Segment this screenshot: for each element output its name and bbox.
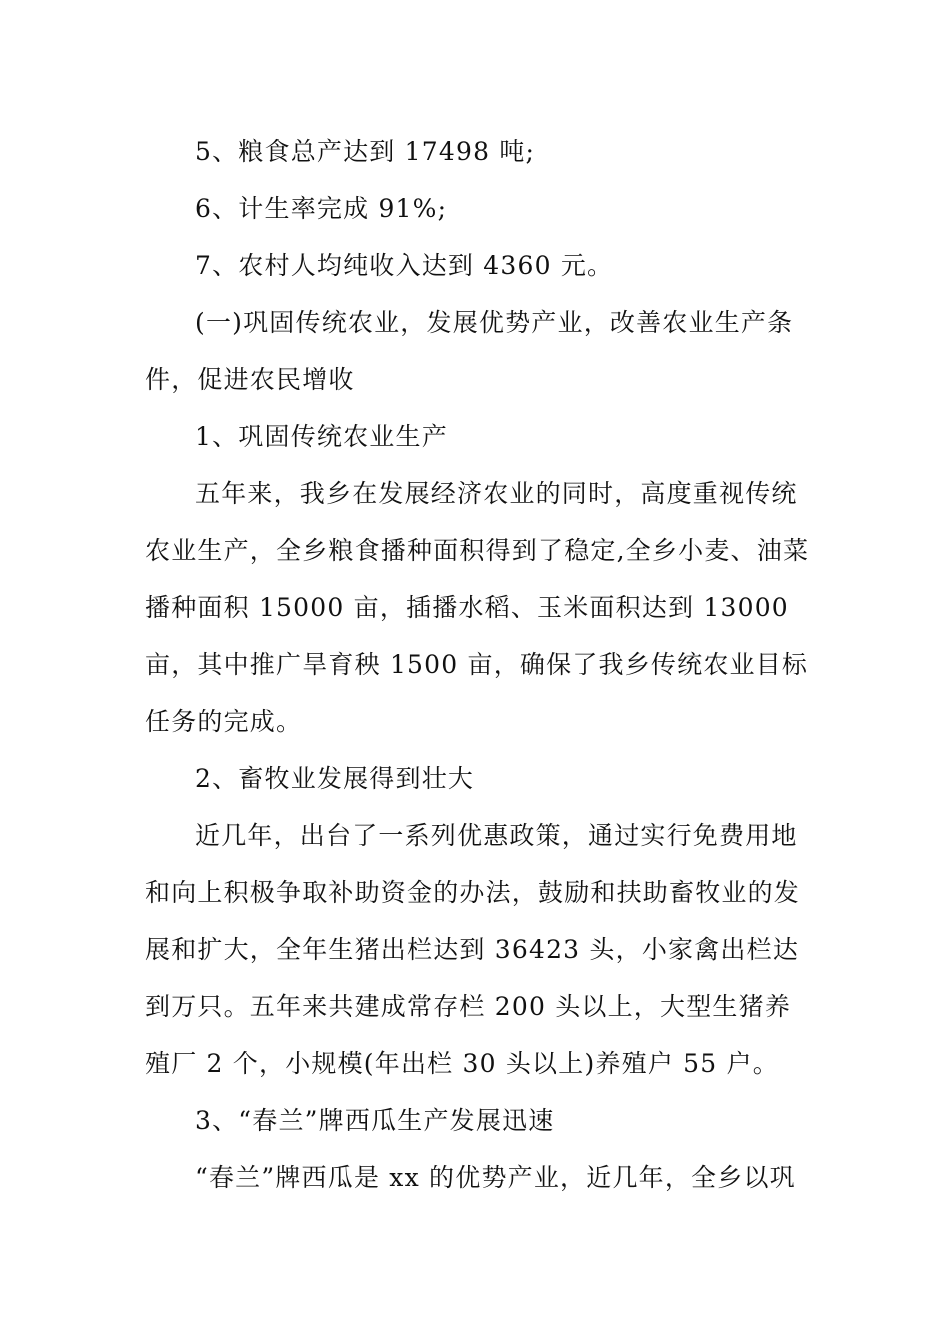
subheading-watermelon: 3、“春兰”牌西瓜生产发展迅速: [195, 1106, 555, 1135]
paragraph-grain-output: 5、粮食总产达到 17498 吨;: [195, 137, 536, 166]
section-heading-agriculture: (一)巩固传统农业，发展优势产业，改善农业生产条件，促进农民增收: [145, 308, 794, 394]
paragraph-animal-husbandry: 近几年，出台了一系列优惠政策，通过实行免费用地和向上积极争取补助资金的办法，鼓励和扶助畜牧业的发展和扩大，全年生猪出栏达到 36423 头，小家禽出栏达到万只。五年来共建成常存栏 200 头以上，大型生猪养殖厂 2 个，小规模(年出栏 30 头以上)养殖户 55 户。: [145, 821, 801, 1078]
paragraph-watermelon: “春兰”牌西瓜是 xx 的优势产业，近几年，全乡以巩: [195, 1163, 796, 1192]
subheading-traditional-agriculture: 1、巩固传统农业生产: [195, 422, 448, 451]
paragraph-rural-income: 7、农村人均纯收入达到 4360 元。: [195, 251, 614, 280]
paragraph-traditional-agriculture: 五年来，我乡在发展经济农业的同时，高度重视传统农业生产，全乡粮食播种面积得到了稳定,全乡小麦、油菜播种面积 15000 亩，插播水稻、玉米面积达到 13000 亩，其中推广旱育秧 1500 亩，确保了我乡传统农业目标任务的完成。: [145, 479, 810, 736]
document-body: [145, 123, 810, 1206]
subheading-animal-husbandry: 2、畜牧业发展得到壮大: [195, 764, 475, 793]
paragraph-birth-planning-rate: 6、计生率完成 91%;: [195, 194, 448, 223]
